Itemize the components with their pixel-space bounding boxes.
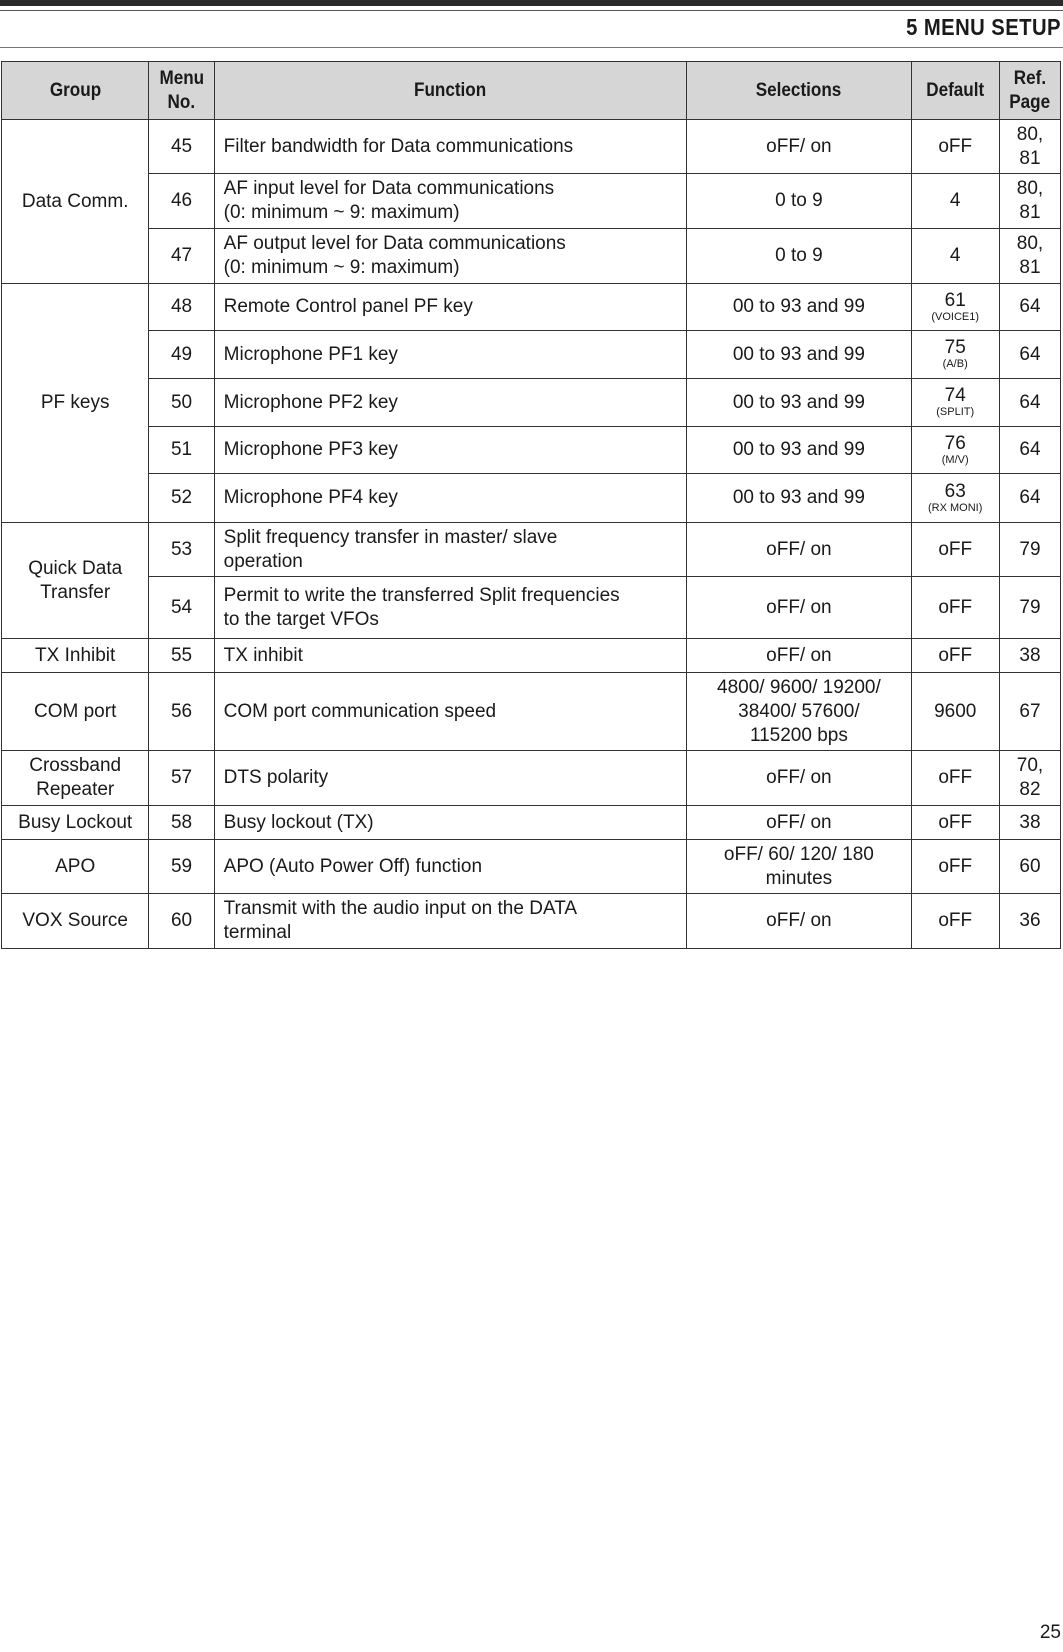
function-cell: AF output level for Data communications (0: minimum ~ 9: maximum) <box>214 229 687 284</box>
selections-cell: oFF/ on <box>687 523 911 577</box>
top-thin-rule <box>0 10 1063 11</box>
function-cell: Microphone PF1 key <box>214 331 687 379</box>
selections-cell: 00 to 93 and 99 <box>687 284 911 331</box>
default-function-label: (A/B) <box>942 358 968 370</box>
default-cell: oFF <box>911 120 999 174</box>
group-cell: TX Inhibit <box>2 639 149 673</box>
default-cell: oFF <box>911 577 999 639</box>
section-title: 5 MENU SETUP <box>906 14 1061 40</box>
function-cell: Permit to write the transferred Split frequencies to the target VFOs <box>214 577 687 639</box>
group-cell: Busy Lockout <box>2 806 149 840</box>
selections-cell: 0 to 9 <box>687 229 911 284</box>
default-cell: 4 <box>911 174 999 229</box>
default-cell: 61 (VOICE1) <box>911 284 999 331</box>
default-function-label: (M/V) <box>941 453 969 466</box>
table-row <box>2 474 1061 523</box>
table-row <box>2 523 1061 577</box>
function-cell: Transmit with the audio input on the DATA terminal <box>214 894 687 949</box>
default-function-label: (RX MONI) <box>928 501 983 514</box>
default-cell: oFF <box>911 894 999 949</box>
menu-no-cell: 45 <box>149 120 214 174</box>
function-cell: COM port communication speed <box>214 673 687 751</box>
menu-no-cell: 46 <box>149 174 214 229</box>
default-cell: 63 (RX MONI) <box>911 474 999 523</box>
function-cell: Microphone PF2 key <box>214 379 687 427</box>
ref-page-cell: 38 <box>999 639 1060 673</box>
group-cell: Data Comm. <box>2 120 149 284</box>
ref-page-cell: 64 <box>999 379 1060 427</box>
selections-cell: oFF/ on <box>687 894 911 949</box>
menu-no-cell: 50 <box>149 379 214 427</box>
col-header-selections: Selections <box>687 62 911 120</box>
selections-cell: 00 to 93 and 99 <box>687 379 911 427</box>
function-cell: DTS polarity <box>214 751 687 806</box>
table-row <box>2 751 1061 806</box>
function-cell: Remote Control panel PF key <box>214 284 687 331</box>
menu-no-cell: 59 <box>149 840 214 894</box>
group-cell: PF keys <box>2 284 149 523</box>
ref-page-cell: 64 <box>999 284 1060 331</box>
table-row <box>2 284 1061 331</box>
ref-page-cell: 64 <box>999 474 1060 523</box>
menu-no-cell: 47 <box>149 229 214 284</box>
default-function-label: (VOICE1) <box>931 310 980 323</box>
table-row <box>2 331 1061 379</box>
selections-cell: oFF/ on <box>687 120 911 174</box>
menu-no-cell: 56 <box>149 673 214 751</box>
group-cell: Crossband Repeater <box>2 751 149 806</box>
menu-no-cell: 55 <box>149 639 214 673</box>
col-header-ref-page: Ref. Page <box>999 62 1060 120</box>
group-cell: COM port <box>2 673 149 751</box>
selections-cell: oFF/ 60/ 120/ 180 minutes <box>687 840 911 894</box>
selections-cell: oFF/ on <box>687 577 911 639</box>
default-cell: 74 (SPLIT) <box>911 379 999 427</box>
function-cell: Split frequency transfer in master/ slave operation <box>214 523 687 577</box>
menu-no-cell: 54 <box>149 577 214 639</box>
selections-cell: 0 to 9 <box>687 174 911 229</box>
ref-page-cell: 79 <box>999 523 1060 577</box>
title-rule <box>0 47 1063 48</box>
default-cell: oFF <box>911 840 999 894</box>
ref-page-cell: 70, 82 <box>999 751 1060 806</box>
menu-setup-table <box>1 61 1061 949</box>
selections-cell: 00 to 93 and 99 <box>687 427 911 474</box>
menu-no-cell: 51 <box>149 427 214 474</box>
col-header-menu-no: Menu No. <box>149 62 214 120</box>
ref-page-cell: 64 <box>999 331 1060 379</box>
default-cell: 9600 <box>911 673 999 751</box>
function-cell: TX inhibit <box>214 639 687 673</box>
col-header-default: Default <box>911 62 999 120</box>
function-cell: Filter bandwidth for Data communications <box>214 120 687 174</box>
table-row <box>2 840 1061 894</box>
function-cell: Microphone PF4 key <box>214 474 687 523</box>
selections-cell: oFF/ on <box>687 806 911 840</box>
ref-page-cell: 38 <box>999 806 1060 840</box>
menu-no-cell: 57 <box>149 751 214 806</box>
ref-page-cell: 80, 81 <box>999 229 1060 284</box>
top-rule <box>0 0 1063 6</box>
ref-page-cell: 80, 81 <box>999 174 1060 229</box>
function-cell: Busy lockout (TX) <box>214 806 687 840</box>
menu-no-cell: 58 <box>149 806 214 840</box>
table-row <box>2 577 1061 639</box>
table-row <box>2 379 1061 427</box>
ref-page-cell: 80, 81 <box>999 120 1060 174</box>
table-row <box>2 639 1061 673</box>
group-cell: VOX Source <box>2 894 149 949</box>
ref-page-cell: 67 <box>999 673 1060 751</box>
table-row <box>2 229 1061 284</box>
default-cell: 75 (A/B) <box>911 331 999 379</box>
function-cell: APO (Auto Power Off) function <box>214 840 687 894</box>
selections-cell: 00 to 93 and 99 <box>687 331 911 379</box>
table-row <box>2 806 1061 840</box>
default-cell: oFF <box>911 523 999 577</box>
page-number: 25 <box>1039 1622 1061 1643</box>
ref-page-cell: 36 <box>999 894 1060 949</box>
table-row <box>2 120 1061 174</box>
ref-page-cell: 64 <box>999 427 1060 474</box>
ref-page-cell: 79 <box>999 577 1060 639</box>
col-header-function: Function <box>214 62 687 120</box>
function-cell: AF input level for Data communications (0: minimum ~ 9: maximum) <box>214 174 687 229</box>
menu-no-cell: 49 <box>149 331 214 379</box>
function-cell: Microphone PF3 key <box>214 427 687 474</box>
menu-no-cell: 48 <box>149 284 214 331</box>
default-function-label: (SPLIT) <box>936 406 975 418</box>
default-cell: 76 (M/V) <box>911 427 999 474</box>
menu-no-cell: 60 <box>149 894 214 949</box>
default-cell: oFF <box>911 806 999 840</box>
table-row <box>2 894 1061 949</box>
group-cell: Quick Data Transfer <box>2 523 149 639</box>
ref-page-cell: 60 <box>999 840 1060 894</box>
selections-cell: 4800/ 9600/ 19200/ 38400/ 57600/ 115200 bps <box>687 673 911 751</box>
selections-cell: oFF/ on <box>687 639 911 673</box>
selections-cell: oFF/ on <box>687 751 911 806</box>
default-cell: oFF <box>911 751 999 806</box>
table-row <box>2 427 1061 474</box>
table-row <box>2 673 1061 751</box>
default-cell: oFF <box>911 639 999 673</box>
table-row <box>2 174 1061 229</box>
table-header-row <box>2 62 1061 120</box>
group-cell: APO <box>2 840 149 894</box>
selections-cell: 00 to 93 and 99 <box>687 474 911 523</box>
default-cell: 4 <box>911 229 999 284</box>
menu-no-cell: 52 <box>149 474 214 523</box>
col-header-group: Group <box>2 62 149 120</box>
menu-no-cell: 53 <box>149 523 214 577</box>
